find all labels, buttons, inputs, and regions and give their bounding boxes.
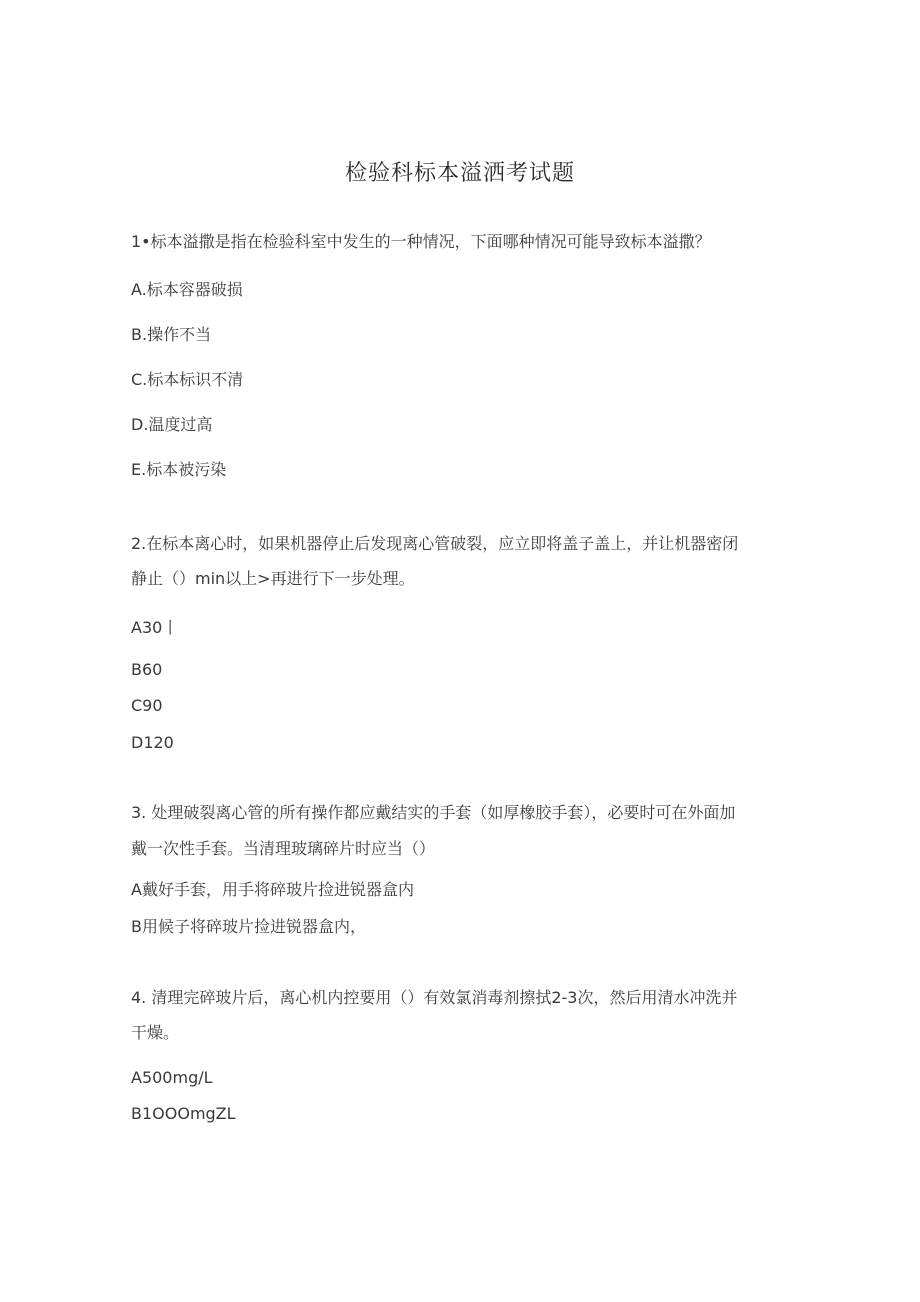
- question-2-option-c: C90: [131, 696, 163, 715]
- question-1-option-e: E.标本被污染: [131, 460, 227, 479]
- question-1-option-d: D.温度过高: [131, 415, 213, 434]
- question-2-stem-line-1: 2.在标本离心时，如果机器停止后发现离心管破裂，应立即将盖子盖上，并让机器密闭: [131, 534, 739, 553]
- question-4-option-b: B1OOOmgZL: [131, 1104, 236, 1123]
- question-4-stem-line-1: 4. 清理完碎玻片后，离心机内控要用（）有效氯消毒剂擦拭2-3次，然后用清水冲洗并: [131, 988, 738, 1007]
- question-3-stem-line-1: 3. 处理破裂离心管的所有操作都应戴结实的手套（如厚橡胶手套），必要时可在外面加: [131, 803, 736, 822]
- question-3-option-b: B用候子将碎玻片捡进锐器盒内，: [131, 917, 366, 936]
- question-3-option-a: A戴好手套，用手将碎玻片捡进锐器盒内: [131, 880, 414, 899]
- question-1-option-c: C.标本标识不清: [131, 370, 244, 389]
- question-3-stem-line-2: 戴一次性手套。当清理玻璃碎片时应当（）: [131, 839, 436, 858]
- document-title: 检验科标本溢洒考试题: [344, 161, 575, 186]
- question-2-stem-line-2: 静止（）min以上>再进行下一步处理。: [131, 569, 415, 588]
- question-1-option-a: A.标本容器破损: [131, 280, 243, 299]
- question-1-stem-line-1: 1•标本溢撒是指在检验科室中发生的一种情况，下面哪种情况可能导致标本溢撒？: [131, 232, 711, 251]
- question-2-option-d: D120: [131, 733, 174, 752]
- question-4-stem-line-2: 干燥。: [131, 1023, 180, 1042]
- question-1-option-b: B.操作不当: [131, 325, 212, 344]
- question-4-option-a: A500mg∕L: [131, 1068, 213, 1087]
- question-2-option-b: B60: [131, 660, 163, 679]
- question-2-option-a: A30丨: [131, 618, 179, 637]
